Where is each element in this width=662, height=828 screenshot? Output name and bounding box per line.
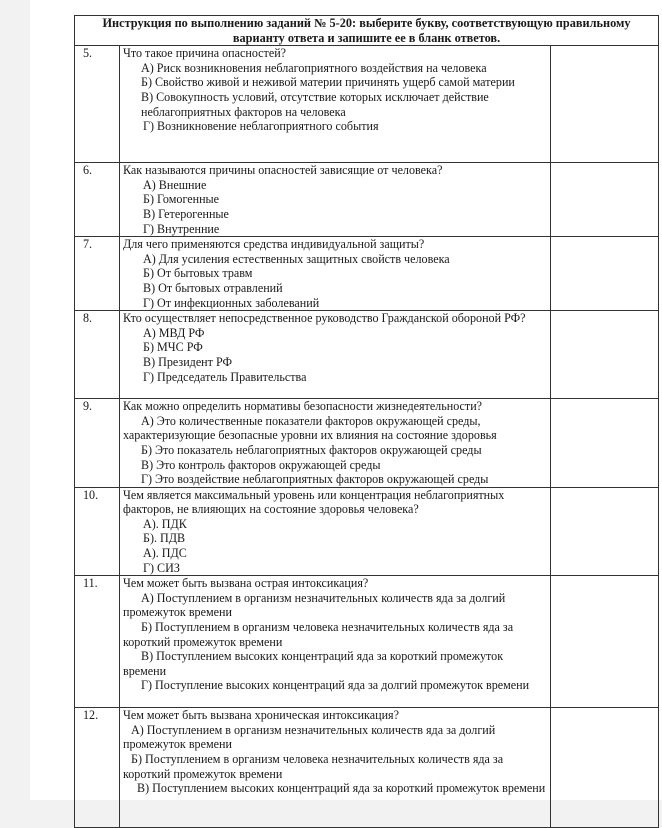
table-row <box>75 311 659 399</box>
table-row <box>75 487 659 576</box>
option-c: В) Это контроль факторов окружающей среды <box>141 457 381 472</box>
question-cell <box>120 311 551 399</box>
header-row <box>75 16 659 46</box>
option-b: Б) Это показатель неблагоприятных факторов окружающей среды <box>141 442 482 457</box>
answer-cell[interactable] <box>551 708 659 828</box>
question-text: Как можно определить нормативы безопасности жизнедеятельности? <box>123 399 483 414</box>
option-d: Г) Это воздействие неблагоприятных факторов окружающей среды <box>141 472 489 487</box>
table-row <box>75 576 659 708</box>
table-row <box>75 708 659 828</box>
option-c: В) От бытовых отравлений <box>143 280 283 295</box>
question-cell <box>120 163 551 237</box>
answer-cell[interactable] <box>551 163 659 237</box>
option-a: А) Поступлением в организм незначительных количеств яда за долгий промежуток времени <box>123 722 496 752</box>
table-row <box>75 399 659 488</box>
question-number: 6. <box>75 163 120 237</box>
answer-cell[interactable] <box>551 311 659 399</box>
question-cell <box>120 708 551 828</box>
option-b: Б) Свойство живой и неживой материи причинять ущерб самой материи <box>141 75 515 90</box>
answer-cell[interactable] <box>551 487 659 576</box>
option-b: Б) Гомогенные <box>143 192 220 207</box>
question-text: Что такое причина опасностей? <box>123 46 287 61</box>
question-number: 12. <box>75 708 120 828</box>
question-cell <box>120 399 551 488</box>
question-cell <box>120 576 551 708</box>
option-b: Б) Поступлением в организм человека незначительных количеств яда за короткий промежуток времени <box>123 752 504 781</box>
option-a: А). ПДК <box>143 516 187 531</box>
question-text: Чем может быть вызвана острая интоксикация? <box>123 576 369 591</box>
question-number: 11. <box>75 576 120 708</box>
question-text: Чем может быть вызвана хроническая интоксикация? <box>123 708 399 723</box>
option-c: А). ПДС <box>143 546 187 561</box>
option-d: Г) Возникновение неблагоприятного события <box>143 119 379 134</box>
option-d: Г) Поступление высоких концентраций яда за долгий промежуток времени <box>141 678 530 693</box>
question-number: 9. <box>75 399 120 488</box>
instruction-header: Инструкция по выполнению заданий № 5-20: выберите букву, соответствующую правильному варианту ответа и запишите ее в бланк ответов. <box>75 16 659 46</box>
option-d: Г) СИЗ <box>143 560 180 575</box>
option-a: А) МВД РФ <box>143 325 205 340</box>
question-number: 5. <box>75 46 120 163</box>
option-d: Г) От инфекционных заболеваний <box>143 295 320 310</box>
option-a: А) Внешние <box>143 177 207 192</box>
option-c: В) Президент РФ <box>143 354 233 369</box>
option-a: А) Риск возникновения неблагоприятного воздействия на человека <box>141 60 487 75</box>
answer-cell[interactable] <box>551 576 659 708</box>
question-text: Кто осуществляет непосредственное руководство Гражданской обороной РФ? <box>123 311 526 326</box>
table-row <box>75 237 659 311</box>
option-c: В) Поступлением высоких концентраций яда за короткий промежуток времени <box>123 649 504 678</box>
document-page <box>30 0 662 800</box>
question-text: Чем является максимальный уровень или концентрация неблагоприятных факторов, не влияющих на состояние здоровья человека? <box>123 487 505 517</box>
answer-cell[interactable] <box>551 237 659 311</box>
question-number: 10. <box>75 487 120 576</box>
question-text: Для чего применяются средства индивидуальной защиты? <box>123 237 425 252</box>
option-b: Б) Поступлением в организм человека незначительных количеств яда за короткий промежуток времени <box>123 620 514 649</box>
option-a: А) Для усиления естественных защитных свойств человека <box>143 251 450 266</box>
question-number: 8. <box>75 311 120 399</box>
option-b: Б) МЧС РФ <box>143 340 203 355</box>
option-b: Б) От бытовых травм <box>143 266 253 281</box>
question-text: Как называются причины опасностей зависящие от человека? <box>123 163 443 178</box>
option-c: В) Гетерогенные <box>143 206 229 221</box>
answer-cell[interactable] <box>551 46 659 163</box>
option-b: Б). ПДВ <box>143 531 186 546</box>
option-c: В) Поступлением высоких концентраций яда за короткий промежуток времени <box>137 781 546 796</box>
option-a: А) Это количественные показатели факторов окружающей среды, характеризующие безопасные уровни их влияния на состояние здоровья <box>123 413 497 443</box>
option-c: В) Совокупность условий, отсутствие которых исключает действие неблагоприятных факторов на человека <box>141 89 489 119</box>
question-number: 7. <box>75 237 120 311</box>
question-cell <box>120 46 551 163</box>
option-d: Г) Внутренние <box>143 221 220 236</box>
option-a: А) Поступлением в организм незначительных количеств яда за долгий промежуток времени <box>123 590 506 620</box>
table-row <box>75 46 659 163</box>
question-cell <box>120 237 551 311</box>
answer-cell[interactable] <box>551 399 659 488</box>
table-row <box>75 163 659 237</box>
question-cell <box>120 487 551 576</box>
option-d: Г) Председатель Правительства <box>143 369 307 384</box>
questions-table <box>74 15 659 828</box>
